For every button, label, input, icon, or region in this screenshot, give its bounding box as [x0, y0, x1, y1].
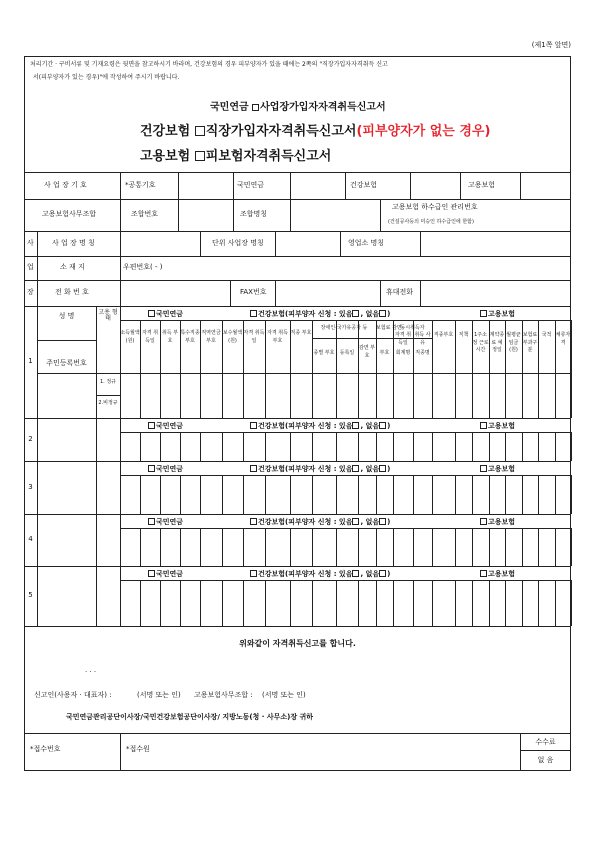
- sub-no-label: 고용보험 하수급인 관리번호: [392, 203, 478, 211]
- row-4-cell[interactable]: [141, 529, 159, 565]
- ei-section-text: 고용보험: [488, 465, 516, 473]
- nhis-section-text: 건강보험(피부양자 신청 : 있음: [258, 310, 353, 318]
- row-2-cell[interactable]: [556, 433, 570, 460]
- nps-checkbox[interactable]: [252, 104, 259, 111]
- ei-section-text: 고용보험: [488, 310, 516, 318]
- row-5-cell[interactable]: [490, 581, 504, 625]
- row-4-name-field[interactable]: [38, 515, 95, 565]
- row-3-cell[interactable]: [266, 476, 289, 513]
- row-3-cell[interactable]: [523, 476, 537, 513]
- row-2-cell[interactable]: [313, 433, 335, 460]
- nps-row-checkbox[interactable]: [148, 465, 155, 472]
- col-header-0: 소득월액 (원): [120, 330, 140, 344]
- title-nhis: 건강보험 직장가입자자격취득신고서(피부양자가 없는 경우): [140, 124, 491, 139]
- row-4-cell[interactable]: [313, 529, 335, 565]
- fax-label: FAX번호: [240, 288, 267, 296]
- row-2-cell[interactable]: [359, 433, 375, 460]
- row-5-cell[interactable]: [223, 581, 242, 625]
- nhis-checkbox[interactable]: [195, 126, 205, 136]
- row-4-cell[interactable]: [394, 529, 412, 565]
- col-header-5: 보수월액 (원): [222, 330, 243, 344]
- row-2-cell[interactable]: [266, 433, 289, 460]
- row-3-cell[interactable]: [223, 476, 242, 513]
- address-label: 소 재 지: [60, 263, 85, 271]
- ei-checkbox[interactable]: [195, 151, 205, 161]
- nhis-g3-sub-0: 회계명: [395, 350, 411, 356]
- row-5-cell[interactable]: [244, 581, 264, 625]
- ei-section-label-3: [480, 465, 515, 473]
- row-3-cell[interactable]: [490, 476, 504, 513]
- row-2-cell[interactable]: [539, 433, 554, 460]
- union-sign-label: 고용보험사무조합 :: [194, 691, 253, 699]
- nhis-section-end: ): [387, 518, 391, 526]
- fee-value: 없 음: [537, 756, 554, 764]
- dependent-yes-checkbox[interactable]: [352, 422, 359, 429]
- zip-label: 우편번호( - ): [123, 263, 163, 271]
- phone-label: 전 화 번 호: [55, 288, 89, 296]
- nps-section-label-2: [148, 422, 183, 430]
- ei-no-label: 고용보험: [468, 181, 496, 189]
- nps-section-text: 국민연금: [156, 465, 184, 473]
- row-2-cell[interactable]: [337, 433, 357, 460]
- row-4-cell[interactable]: [414, 529, 431, 565]
- nhis-section-mid: , 없음: [360, 465, 380, 473]
- mobile-field[interactable]: [421, 281, 570, 305]
- row-2-cell[interactable]: [506, 433, 521, 460]
- nps-row-checkbox[interactable]: [148, 570, 155, 577]
- row-3-cell[interactable]: [121, 476, 139, 513]
- row-3-cell[interactable]: [201, 476, 221, 513]
- row-5-cell[interactable]: [181, 581, 199, 625]
- ei-section-text: 고용보험: [488, 518, 516, 526]
- row-5-cell[interactable]: [121, 581, 139, 625]
- unit-name-field[interactable]: [276, 232, 339, 255]
- ei-col-header-1: 취득 사유: [414, 332, 431, 346]
- nps-section-label-5: [148, 570, 183, 578]
- ei-col-header-4: 1주소정 근로시간: [472, 332, 489, 353]
- col-header-6: 자격 취득일: [243, 330, 265, 344]
- nhis-g1-sub-1: 등록일: [339, 350, 355, 356]
- nhis-section-text: 건강보험(피부양자 신청 : 있음: [258, 518, 353, 526]
- nhis-row-checkbox[interactable]: [250, 310, 257, 317]
- notice-line-1: 처리기간 · 구비서류 및 기재요령은 뒷면을 참고하시기 바라며, 건강보험의 경우 피부양자가 있을 때에는 2쪽의 "직장가입자자격취득 신고: [30, 61, 388, 68]
- row-4-cell[interactable]: [490, 529, 504, 565]
- ei-section-label-4: [480, 518, 515, 526]
- nhis-g3-sub-1: 직종명: [415, 350, 430, 356]
- row-number-3: 3: [28, 482, 33, 491]
- nhis-group1-header: 장애인·국가유공자 등: [320, 325, 368, 331]
- union-name-field[interactable]: [291, 200, 379, 230]
- col-type-header: 고용 형태: [98, 309, 118, 322]
- workplace-name-field[interactable]: [121, 232, 199, 255]
- union-no-field[interactable]: [179, 200, 232, 230]
- nps-section-label-3: [148, 465, 183, 473]
- ei-col-header-5: 계약종료 예정일: [489, 332, 505, 353]
- union-sign[interactable]: (서명 또는 인): [262, 691, 306, 699]
- row-5-cell[interactable]: [266, 581, 289, 625]
- ei-section-text: 고용보험: [488, 570, 516, 578]
- nhis-section-label-4: [250, 518, 390, 526]
- row-2-cell[interactable]: [473, 433, 488, 460]
- col-header-4: 직역연금 부호: [201, 330, 221, 344]
- row-4-cell[interactable]: [539, 529, 554, 565]
- row-5-cell[interactable]: [359, 581, 375, 625]
- row-3-cell[interactable]: [414, 476, 431, 513]
- row-5-cell[interactable]: [523, 581, 537, 625]
- nhis-section-label-5: [250, 570, 390, 578]
- col-header-3: 특수직종 부호: [180, 330, 200, 344]
- address-field[interactable]: [180, 257, 570, 279]
- row-4-cell[interactable]: [556, 529, 570, 565]
- col-header-7: 자격 취득부호: [267, 330, 288, 344]
- row-4-cell[interactable]: [201, 529, 221, 565]
- workplace-name-label: 사 업 장 명 칭: [52, 239, 95, 247]
- nhis-section-mid: , 없음: [360, 570, 380, 578]
- row-4-cell[interactable]: [121, 529, 139, 565]
- nps-no-label: 국민연금: [237, 181, 265, 189]
- row-3-cell[interactable]: [181, 476, 199, 513]
- nhis-g1-sub-0: 종별 부호: [313, 350, 335, 356]
- ei-row-checkbox[interactable]: [480, 465, 487, 472]
- nhis-section-mid: , 없음: [360, 422, 380, 430]
- nhis-section-text: 건강보험(피부양자 신청 : 있음: [258, 570, 353, 578]
- row-4-cell[interactable]: [473, 529, 488, 565]
- row-5-cell[interactable]: [414, 581, 431, 625]
- row-2-cell[interactable]: [201, 433, 221, 460]
- ei-section-label-1: [480, 310, 515, 318]
- nhis-section-label-3: [250, 465, 390, 473]
- receiver-label: *접수원: [126, 745, 150, 753]
- col-name-header: 성 명: [58, 312, 75, 320]
- fax-field[interactable]: [276, 281, 379, 305]
- row-number-4: 4: [28, 535, 33, 543]
- row-4-cell[interactable]: [181, 529, 199, 565]
- union-name-label: 조합명칭: [240, 210, 268, 218]
- row-3-cell[interactable]: [433, 476, 454, 513]
- workplace-id-label: 사 업 장 기 호: [44, 181, 87, 189]
- nhis-section-end: ): [387, 570, 391, 578]
- ei-col-header-2: 직종부호: [433, 332, 454, 338]
- row-2-cell[interactable]: [523, 433, 537, 460]
- fee-label: 수수료: [535, 738, 556, 746]
- dependent-yes-checkbox[interactable]: [352, 465, 359, 472]
- row-2-cell[interactable]: [456, 433, 471, 460]
- row-2-cell[interactable]: [490, 433, 504, 460]
- row-5-cell[interactable]: [161, 581, 179, 625]
- nhis-section-text: 건강보험(피부양자 신청 : 있음: [258, 422, 353, 430]
- row-3-cell[interactable]: [377, 476, 392, 513]
- row-3-cell[interactable]: [313, 476, 335, 513]
- mobile-label: 휴대전화: [386, 288, 414, 296]
- row-4-cell[interactable]: [456, 529, 471, 565]
- row-2-cell[interactable]: [161, 433, 179, 460]
- row-5-cell[interactable]: [291, 581, 311, 625]
- row-4-cell[interactable]: [291, 529, 311, 565]
- nps-section-text: 국민연금: [156, 570, 184, 578]
- row-4-cell[interactable]: [523, 529, 537, 565]
- row-3-cell[interactable]: [539, 476, 554, 513]
- dependent-yes-checkbox[interactable]: [352, 570, 359, 577]
- nhis-row-checkbox[interactable]: [250, 518, 257, 525]
- ei-row-checkbox[interactable]: [480, 570, 487, 577]
- row-3-cell[interactable]: [473, 476, 488, 513]
- row-3-cell[interactable]: [556, 476, 570, 513]
- nps-row-checkbox[interactable]: [148, 422, 155, 429]
- nhis-extra-0: 감면 부호: [358, 345, 376, 359]
- addressee: 국민연금관리공단이사장/국민건강보험공단이사장/ 지방노동(청 · 사무소)장 귀하: [66, 713, 314, 721]
- row-4-cell[interactable]: [337, 529, 357, 565]
- row-5-cell[interactable]: [377, 581, 392, 625]
- nhis-row-checkbox[interactable]: [250, 465, 257, 472]
- dependent-no-checkbox[interactable]: [379, 570, 386, 577]
- row-3-cell[interactable]: [337, 476, 357, 513]
- nhis-section-mid: , 없음: [360, 310, 380, 318]
- row-2-cell[interactable]: [433, 433, 454, 460]
- ei-section-label-2: [480, 422, 515, 430]
- branch-name-label: 영업소 명칭: [348, 239, 385, 247]
- common-no-field[interactable]: [179, 173, 232, 198]
- receipt-no-label: *접수번호: [30, 745, 61, 753]
- unit-name-label: 단위 사업장 명칭: [212, 239, 264, 247]
- nps-section-label-1: [148, 310, 183, 318]
- row-5-cell[interactable]: [506, 581, 521, 625]
- row-3-cell[interactable]: [394, 476, 412, 513]
- row-4-cell[interactable]: [223, 529, 242, 565]
- ei-section-label-5: [480, 570, 515, 578]
- dependent-no-checkbox[interactable]: [379, 310, 386, 317]
- row-3-cell[interactable]: [161, 476, 179, 513]
- ei-col-header-8: 국적: [541, 332, 552, 338]
- row-5-cell[interactable]: [456, 581, 471, 625]
- nhis-section-label-2: [250, 422, 390, 430]
- ei-col-header-3: 직책: [458, 332, 469, 338]
- col-header-8: 직종 부호: [290, 330, 312, 336]
- row-2-cell[interactable]: [141, 433, 159, 460]
- row-4-cell[interactable]: [506, 529, 521, 565]
- nhis-group3-header: 동시취득자: [400, 325, 425, 331]
- title-nhis-red: (피부양자가 없는 경우): [356, 124, 491, 139]
- type-option-1[interactable]: 1. 정규: [99, 379, 117, 385]
- nhis-group2-header: 보험료 감면: [376, 325, 402, 331]
- union-no-label: 조합번호: [131, 210, 159, 218]
- nhis-section-end: ): [387, 310, 391, 318]
- nps-section-label-4: [148, 518, 183, 526]
- ei-col-header-0: 자격 취득일: [394, 332, 412, 346]
- row-3-cell[interactable]: [244, 476, 264, 513]
- nhis-no-field[interactable]: [411, 173, 459, 198]
- ei-section-text: 고용보험: [488, 422, 516, 430]
- row-4-cell[interactable]: [161, 529, 179, 565]
- nps-row-checkbox[interactable]: [148, 310, 155, 317]
- row-5-cell[interactable]: [433, 581, 454, 625]
- row-2-cell[interactable]: [291, 433, 311, 460]
- row-2-cell[interactable]: [223, 433, 242, 460]
- row-number-1: 1: [28, 357, 33, 365]
- side-label-2: 업: [27, 263, 34, 271]
- report-date[interactable]: . . .: [85, 666, 97, 674]
- row-3-cell[interactable]: [456, 476, 471, 513]
- sub-no-note: (건설공사등의 미승인 하수급인에 한함): [388, 219, 474, 225]
- row-3-cell[interactable]: [141, 476, 159, 513]
- row-5-cell[interactable]: [473, 581, 488, 625]
- type-option-2[interactable]: 2.비정규: [98, 400, 118, 406]
- nhis-section-end: ): [387, 465, 391, 473]
- row-4-cell[interactable]: [377, 529, 392, 565]
- col-rrn-header: 주민등록번호: [46, 359, 87, 367]
- nhis-row-checkbox[interactable]: [250, 422, 257, 429]
- nhis-section-mid: , 없음: [360, 518, 380, 526]
- nps-section-text: 국민연금: [156, 518, 184, 526]
- row-3-cell[interactable]: [359, 476, 375, 513]
- row-2-cell[interactable]: [414, 433, 431, 460]
- ei-col-header-6: 월평균 임금(원): [506, 332, 521, 353]
- row-3-cell[interactable]: [506, 476, 521, 513]
- row-2-cell[interactable]: [394, 433, 412, 460]
- row-4-cell[interactable]: [359, 529, 375, 565]
- row-2-cell[interactable]: [181, 433, 199, 460]
- nhis-no-label: 건강보험: [350, 181, 378, 189]
- row-3-cell[interactable]: [291, 476, 311, 513]
- page-label: (제1쪽 앞면): [531, 41, 571, 49]
- dependent-no-checkbox[interactable]: [379, 422, 386, 429]
- ei-row-checkbox[interactable]: [480, 518, 487, 525]
- notice-line-2: 서(피부양자가 있는 경우)"에 작성하여 주시기 바랍니다.: [33, 74, 180, 81]
- side-label-3: 장: [27, 288, 34, 296]
- row-5-cell[interactable]: [313, 581, 335, 625]
- nhis-section-text: 건강보험(피부양자 신청 : 있음: [258, 465, 353, 473]
- dependent-yes-checkbox[interactable]: [352, 518, 359, 525]
- col-header-1: 자격 취득일: [141, 330, 159, 344]
- nps-row-checkbox[interactable]: [148, 518, 155, 525]
- nhis-row-checkbox[interactable]: [250, 570, 257, 577]
- dependent-yes-checkbox[interactable]: [352, 310, 359, 317]
- nps-section-text: 국민연금: [156, 422, 184, 430]
- row-5-cell[interactable]: [539, 581, 554, 625]
- title-ei: 고용보험 피보험자격취득신고서: [140, 149, 332, 164]
- row-2-cell[interactable]: [121, 433, 139, 460]
- nhis-section-end: ): [387, 422, 391, 430]
- col-header-2: 취득 부호: [161, 330, 179, 344]
- dependent-no-checkbox[interactable]: [379, 465, 386, 472]
- row-5-cell[interactable]: [201, 581, 221, 625]
- row-4-cell[interactable]: [244, 529, 264, 565]
- ei-row-checkbox[interactable]: [480, 422, 487, 429]
- title-nps: 국민연금 사업장가입자자격취득신고서: [210, 102, 386, 113]
- declaration-text: 위와같이 자격취득신고를 합니다.: [239, 639, 356, 648]
- ei-row-checkbox[interactable]: [480, 310, 487, 317]
- ei-office-label: 고용보험사무조합: [42, 210, 97, 218]
- row-number-2: 2: [28, 434, 33, 443]
- row-4-cell[interactable]: [266, 529, 289, 565]
- reporter-label: 신고인(사용자 · 대표자) :: [34, 691, 112, 699]
- nhis-g2-sub-0: 부호: [379, 350, 390, 356]
- row-5-name-field[interactable]: [38, 567, 95, 625]
- row-2-cell[interactable]: [377, 433, 392, 460]
- reporter-sign[interactable]: (서명 또는 인): [137, 691, 181, 699]
- row-5-cell[interactable]: [394, 581, 412, 625]
- nps-section-text: 국민연금: [156, 310, 184, 318]
- side-label-1: 사: [27, 239, 34, 247]
- row-2-cell[interactable]: [244, 433, 264, 460]
- branch-name-field[interactable]: [421, 232, 570, 255]
- phone-field[interactable]: [121, 281, 229, 305]
- row-5-cell[interactable]: [337, 581, 357, 625]
- ei-col-header-7: 보험료 부과구분: [522, 332, 538, 353]
- row-4-cell[interactable]: [433, 529, 454, 565]
- row-5-cell[interactable]: [556, 581, 570, 625]
- ei-col-header-9: 체류자격: [555, 332, 571, 346]
- row-3-name-field[interactable]: [38, 462, 95, 513]
- nps-no-field[interactable]: [291, 173, 344, 198]
- common-no-label: *공통기호: [125, 181, 156, 189]
- ei-no-field[interactable]: [521, 173, 570, 198]
- row-5-cell[interactable]: [141, 581, 159, 625]
- dependent-no-checkbox[interactable]: [379, 518, 386, 525]
- nhis-section-label-1: [250, 310, 390, 318]
- row-number-5: 5: [28, 591, 33, 599]
- row-2-name-field[interactable]: [38, 419, 95, 460]
